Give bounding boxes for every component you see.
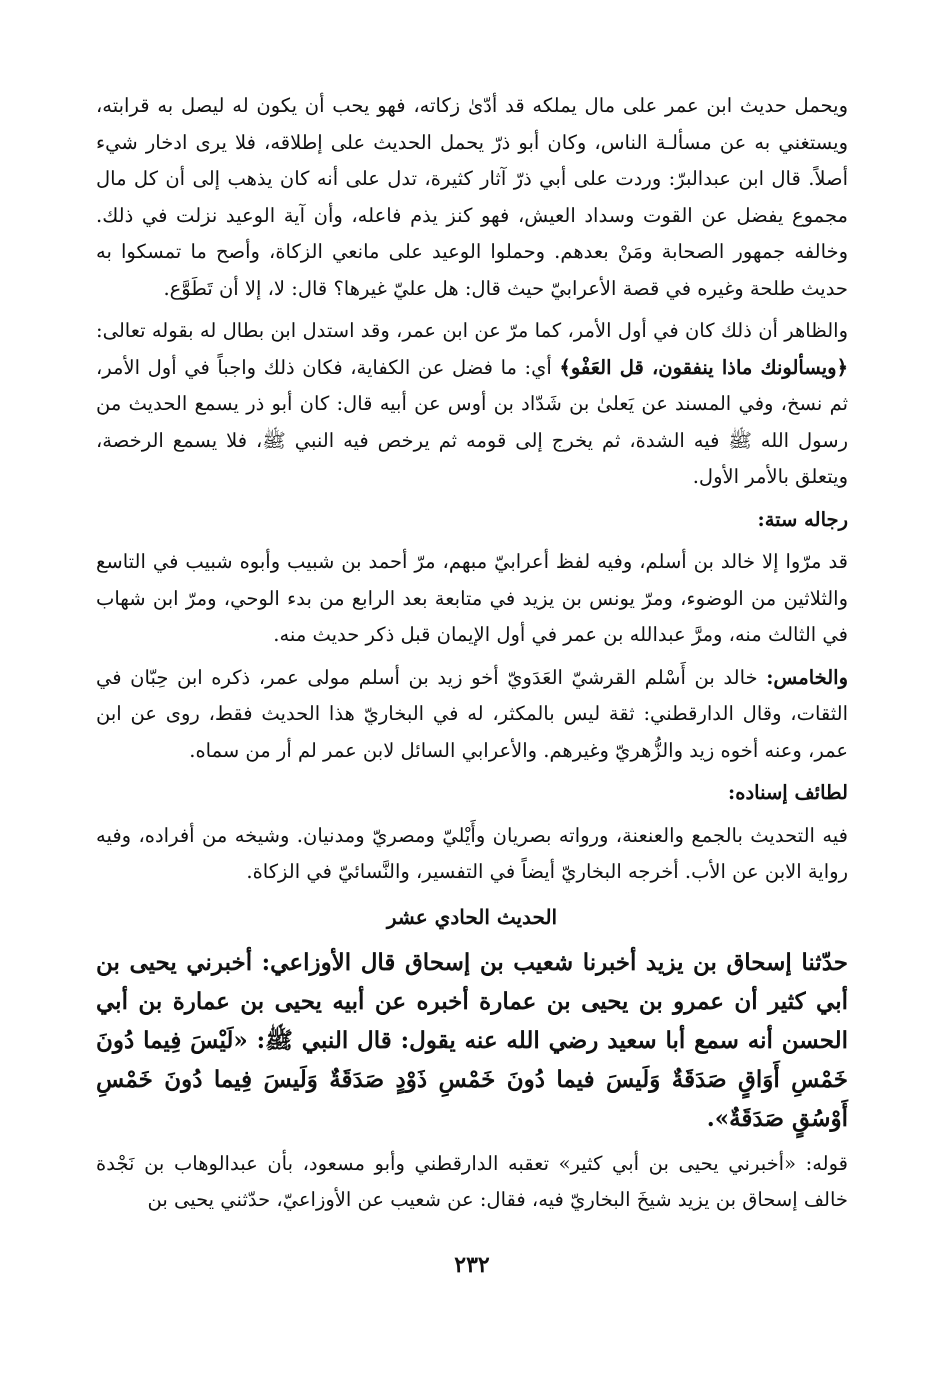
- paragraph-commentary: ويحمل حديث ابن عمر على مال يملكه قد أدّىٰ زكاته، فهو يحب أن يكون له ليصل به قرابته، ويستغني به عن مسألـة الناس، وكان أبو ذرّ يحمل الحديث على إطلاقه، فلا يرى ادخار شيء أصلاً. قال ابن عبدالبرّ: وردت على أبي ذرّ آثار كثيرة، تدل على أنه كان يذهب إلى أن كل مال مجموع يفضل عن القوت وسداد العيش، فهو كنز يذم فاعله، وأن آية الوعيد نزلت في ذلك. وخالفه جمهور الصحابة ومَنْ بعدهم. وحملوا الوعيد على مانعي الزكاة، وأصح ما تمسكوا به حديث طلحة وغيره في قصة الأعرابيّ حيث قال: هل عليّ غيرها؟ قال: لا، إلا أن تَطَوَّع.: [96, 94, 848, 300]
- paragraph-isnad: فيه التحديث بالجمع والعنعنة، ورواته بصريان وأَيْليّ ومصريّ ومدنيان. وشيخه من أفراده، وفيه رواية الابن عن الأب. أخرجه البخاريّ أيضاً في التفسير، والنَّسائيّ في الزكاة.: [96, 823, 848, 883]
- lead-term: والخامس:: [766, 665, 848, 689]
- paragraph-commentary-hadith: قوله: «أخبرني يحيى بن أبي كثير» تعقبه الدارقطني وأبو مسعود، بأن عبدالوهاب بن نَجْدة خالف إسحاق بن يزيد شيخَ البخاريّ فيه، فقال: عن شعيب عن الأوزاعيّ، حدّثني يحيى بن: [96, 1151, 848, 1211]
- paragraph-narrators: قد مرّوا إلا خالد بن أسلم، وفيه لفظ أعرابيّ مبهم، مرّ أحمد بن شبيب وأبوه شبيب في التاسع والثلاثين من الوضوء، ومرّ يونس بن يزيد في متابعة بعد الرابع من بدء الوحي، ومرّ ابن شهاب في الثالث منه، ومرَّ عبدالله بن عمر في أول الإيمان قبل ذكر حديث منه.: [96, 550, 848, 646]
- paragraph-continuation: أي: ما فضل عن الكفاية، فكان ذلك واجباً في أول الأمر، ثم نسخ، وفي المسند عن يَعلىٰ بن شَدّاد بن أوس عن أبيه قال: كان أبو ذر يسمع الحديث من رسول الله ﷺ فيه الشدة، ثم يخرج إلى قومه ثم يرخص فيه النبي ﷺ، فلا يسمع الرخصة، ويتعلق بالأمر الأول.: [96, 355, 848, 488]
- quran-quote: ﴿ويسألونك ماذا ينفقون، قل العَفْو﴾: [559, 355, 849, 379]
- paragraph-abrogation: [96, 313, 848, 496]
- section-heading-isnad: لطائف إسناده:: [728, 781, 848, 804]
- hadith-text: حدّثنا إسحاق بن يزيد أخبرنا شعيب بن إسحاق قال الأوزاعي: أخبرني يحيى بن أبي كثير أن عمرو بن يحيى بن عمارة أخبره عن أبيه يحيى بن عمارة بن أبي الحسن أنه سمع أبا سعيد رضي الله عنه يقول: قال النبي ﷺ: «لَيْسَ فِيما دُونَ خَمْسِ أَوَاقٍ صَدَقَةٌ وَلَيسَ فيما دُونَ خَمْسِ ذَوْدٍ صَدَقَةٌ وَلَيسَ فِيما دُونَ خَمْسِ أَوْسُقٍ صَدَقَةٌ».: [96, 948, 848, 1132]
- paragraph-intro: والظاهر أن ذلك كان في أول الأمر، كما مرّ عن ابن عمر، وقد استدل ابن بطال له بقوله تعالى:: [96, 319, 848, 342]
- paragraph-continuation: خالد بن أَسْلم القرشيّ العَدَويّ أخو زيد بن أسلم مولى عمر، ذكره ابن حِبّان في الثقات، وقال الدارقطني: ثقة ليس بالمكثر، له في البخاريّ هذا الحديث فقط، روى عن ابن عمر، وعنه أخوه زيد والزُّهريّ وغيرهم. والأعرابي السائل لابن عمر لم أر من سماه.: [96, 665, 848, 762]
- section-heading-narrators: رجاله ستة:: [757, 507, 848, 531]
- paragraph-fifth-narrator: [96, 660, 848, 770]
- page-number: ٢٣٢: [454, 1252, 490, 1278]
- hadith-title: الحديث الحادي عشر: [386, 904, 558, 929]
